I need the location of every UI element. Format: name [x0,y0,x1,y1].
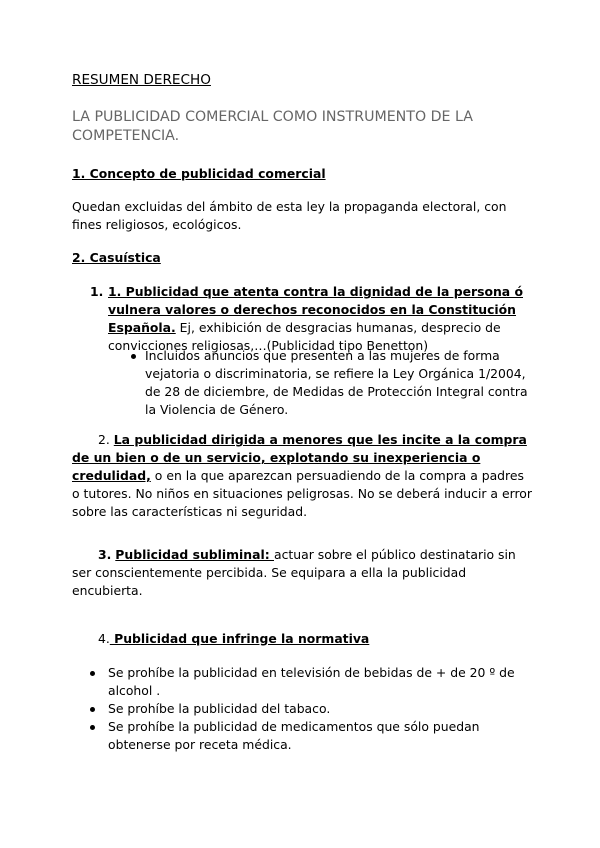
item1-bullet-icon [131,354,136,359]
section1-text: Quedan excluidas del ámbito de esta ley la propaganda electoral, con fines religiosos, ecológicos. [72,199,507,232]
item2-paragraph [72,431,534,521]
item3-number: 3. [98,547,112,562]
item4-heading [98,630,369,648]
item1-sub-bullet: Incluidos anuncios que presenten a las mujeres de forma vejatoria o discriminatoria, se refiere la Ley Orgánica 1/2004, de 28 de diciembre, de Medidas de Protección Integral contra la Violencia de Género. [145,348,528,417]
item2-bold: La publicidad dirigida a menores que les incite a la compra de un bien o de un servicio, explotando su inexperiencia o credulidad, [72,432,527,483]
item4-bullet-icon-1 [90,671,95,676]
item4-bullet-1: Se prohíbe la publicidad en televisión de bebidas de + de 20 º de alcohol . [108,665,515,698]
document-title: RESUMEN DERECHO [72,72,211,88]
item1-number: 1. [90,284,104,299]
item1-text: Ej, exhibición de desgracias humanas, desprecio de convicciones religiosas,…(Publicidad tipo Benetton) [108,320,501,353]
item4-bullet-2: Se prohíbe la publicidad del tabaco. [108,701,331,716]
item4-number: 4. [98,631,110,646]
item1-paragraph [108,283,528,355]
item1-bold: 1. Publicidad que atenta contra la dignidad de la persona ó vulnera valores o derechos reconocidos en la Constitución Española. [108,284,523,335]
item3-paragraph [72,546,534,600]
item2-number: 2. [98,432,110,447]
item3-text: actuar sobre el público destinatario sin ser conscientemente percibida. Se equipara a ella la publicidad encubierta. [72,547,516,598]
item2-text: o en la que aparezcan persuadiendo de la compra a padres o tutores. No niños en situaciones peligrosas. No se deberá inducir a error sobre las características ni seguridad. [72,468,532,519]
item4-bullet-3: Se prohíbe la publicidad de medicamentos que sólo puedan obtenerse por receta médica. [108,719,480,752]
item4-bold: Publicidad que infringe la normativa [109,631,370,646]
item4-bullet-icon-2 [90,707,95,712]
item3-bold: Publicidad subliminal: [115,547,274,562]
section2-heading: 2. Casuística [72,250,161,265]
document-subtitle: LA PUBLICIDAD COMERCIAL COMO INSTRUMENTO DE LA COMPETENCIA. [72,109,473,144]
item4-bullet-icon-3 [90,725,95,730]
section1-heading: 1. Concepto de publicidad comercial [72,166,326,181]
